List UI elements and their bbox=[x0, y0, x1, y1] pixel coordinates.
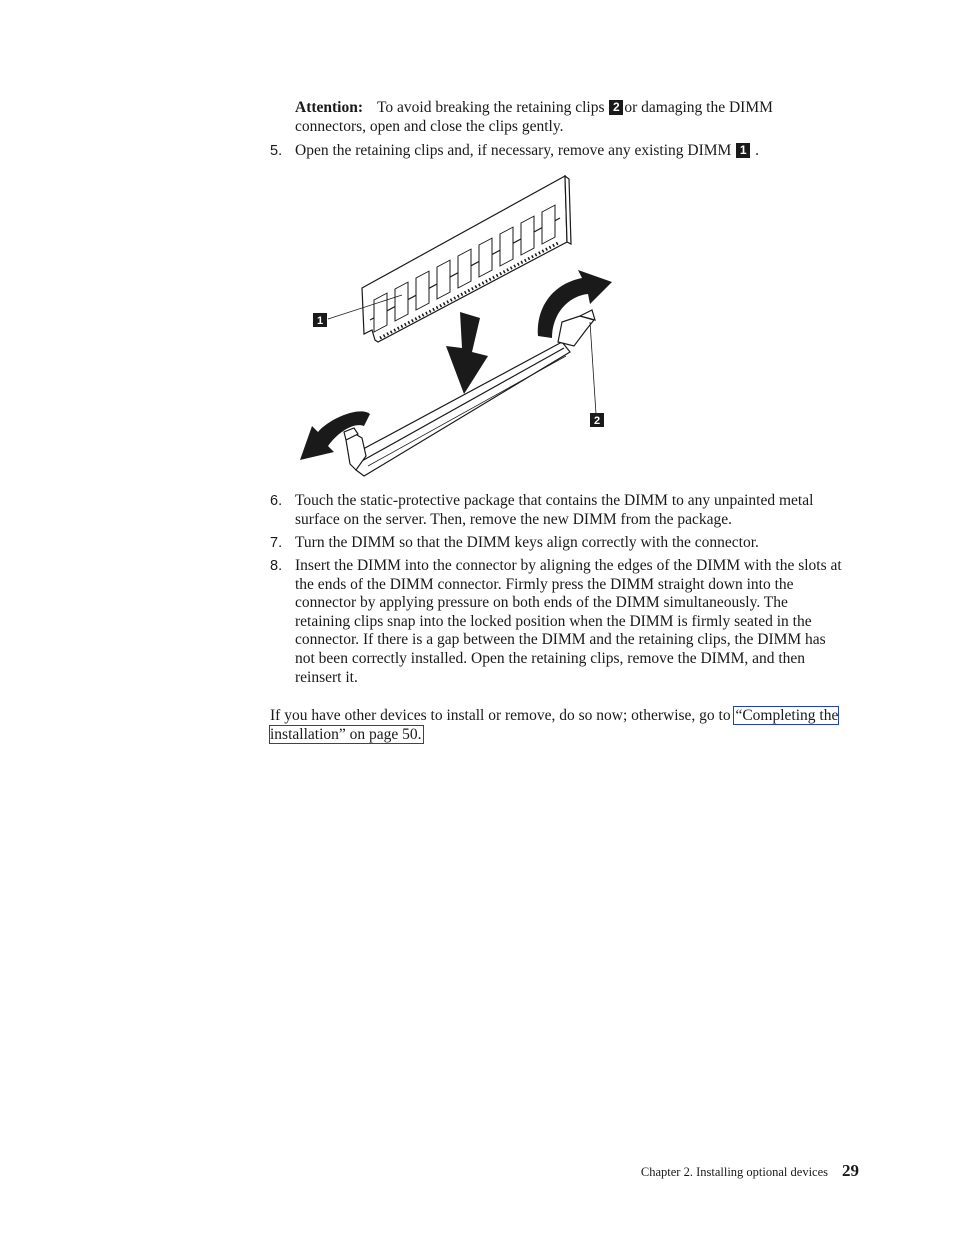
retaining-clip-right bbox=[558, 310, 595, 346]
step-8 bbox=[270, 557, 845, 692]
callout-badge-1: 1 bbox=[736, 143, 750, 158]
step-number: 7. bbox=[270, 535, 283, 551]
completing-installation-link[interactable]: “Completing the installation” on page 50. bbox=[270, 707, 839, 743]
page-footer bbox=[641, 1162, 859, 1182]
callout-badge-2: 2 bbox=[609, 100, 623, 115]
attention-label: Attention: bbox=[295, 99, 364, 116]
step-text: Touch the static-protective package that contains the DIMM to any unpainted metal surface on the server. Then, remove the new DIMM from the package. bbox=[295, 492, 814, 528]
callout-2-leader bbox=[590, 322, 596, 414]
closing-paragraph bbox=[270, 707, 845, 744]
attention-note bbox=[295, 99, 843, 136]
step-number: 5. bbox=[270, 143, 283, 159]
page-number: 29 bbox=[842, 1161, 859, 1180]
step-6 bbox=[270, 492, 845, 532]
insert-down-arrow bbox=[446, 312, 488, 394]
step-number: 8. bbox=[270, 558, 283, 574]
step-text: Insert the DIMM into the connector by aligning the edges of the DIMM with the slots at the ends of the DIMM connector. Firmly press the DIMM straight down into the connector by applying pressure on both ends of the DIMM simultaneously. The retaining clips snap into the locked position when the DIMM is firmly seated in the connector. If there is a gap between the DIMM and the retaining clips, the DIMM has not been correctly installed. Open the retaining clips, remove the DIMM, and then reinsert it. bbox=[295, 557, 842, 686]
attention-text-after: or damaging the DIMM connectors, open and close the clips gently. bbox=[295, 99, 773, 135]
step-text: Open the retaining clips and, if necessary, remove any existing DIMM bbox=[295, 142, 732, 159]
step-number: 6. bbox=[270, 493, 283, 509]
callout-2-label: 2 bbox=[593, 415, 601, 427]
chapter-title: Chapter 2. Installing optional devices bbox=[640, 1165, 828, 1179]
step-7 bbox=[270, 534, 845, 554]
step-5 bbox=[270, 142, 845, 162]
callout-1-label: 1 bbox=[316, 315, 324, 327]
step-tail: . bbox=[755, 142, 759, 159]
step-text: Turn the DIMM so that the DIMM keys align correctly with the connector. bbox=[295, 534, 759, 551]
dimm-installation-figure bbox=[290, 170, 620, 480]
attention-text-before: To avoid breaking the retaining clips bbox=[377, 99, 605, 116]
closing-text: If you have other devices to install or remove, do so now; otherwise, go to bbox=[270, 707, 731, 724]
